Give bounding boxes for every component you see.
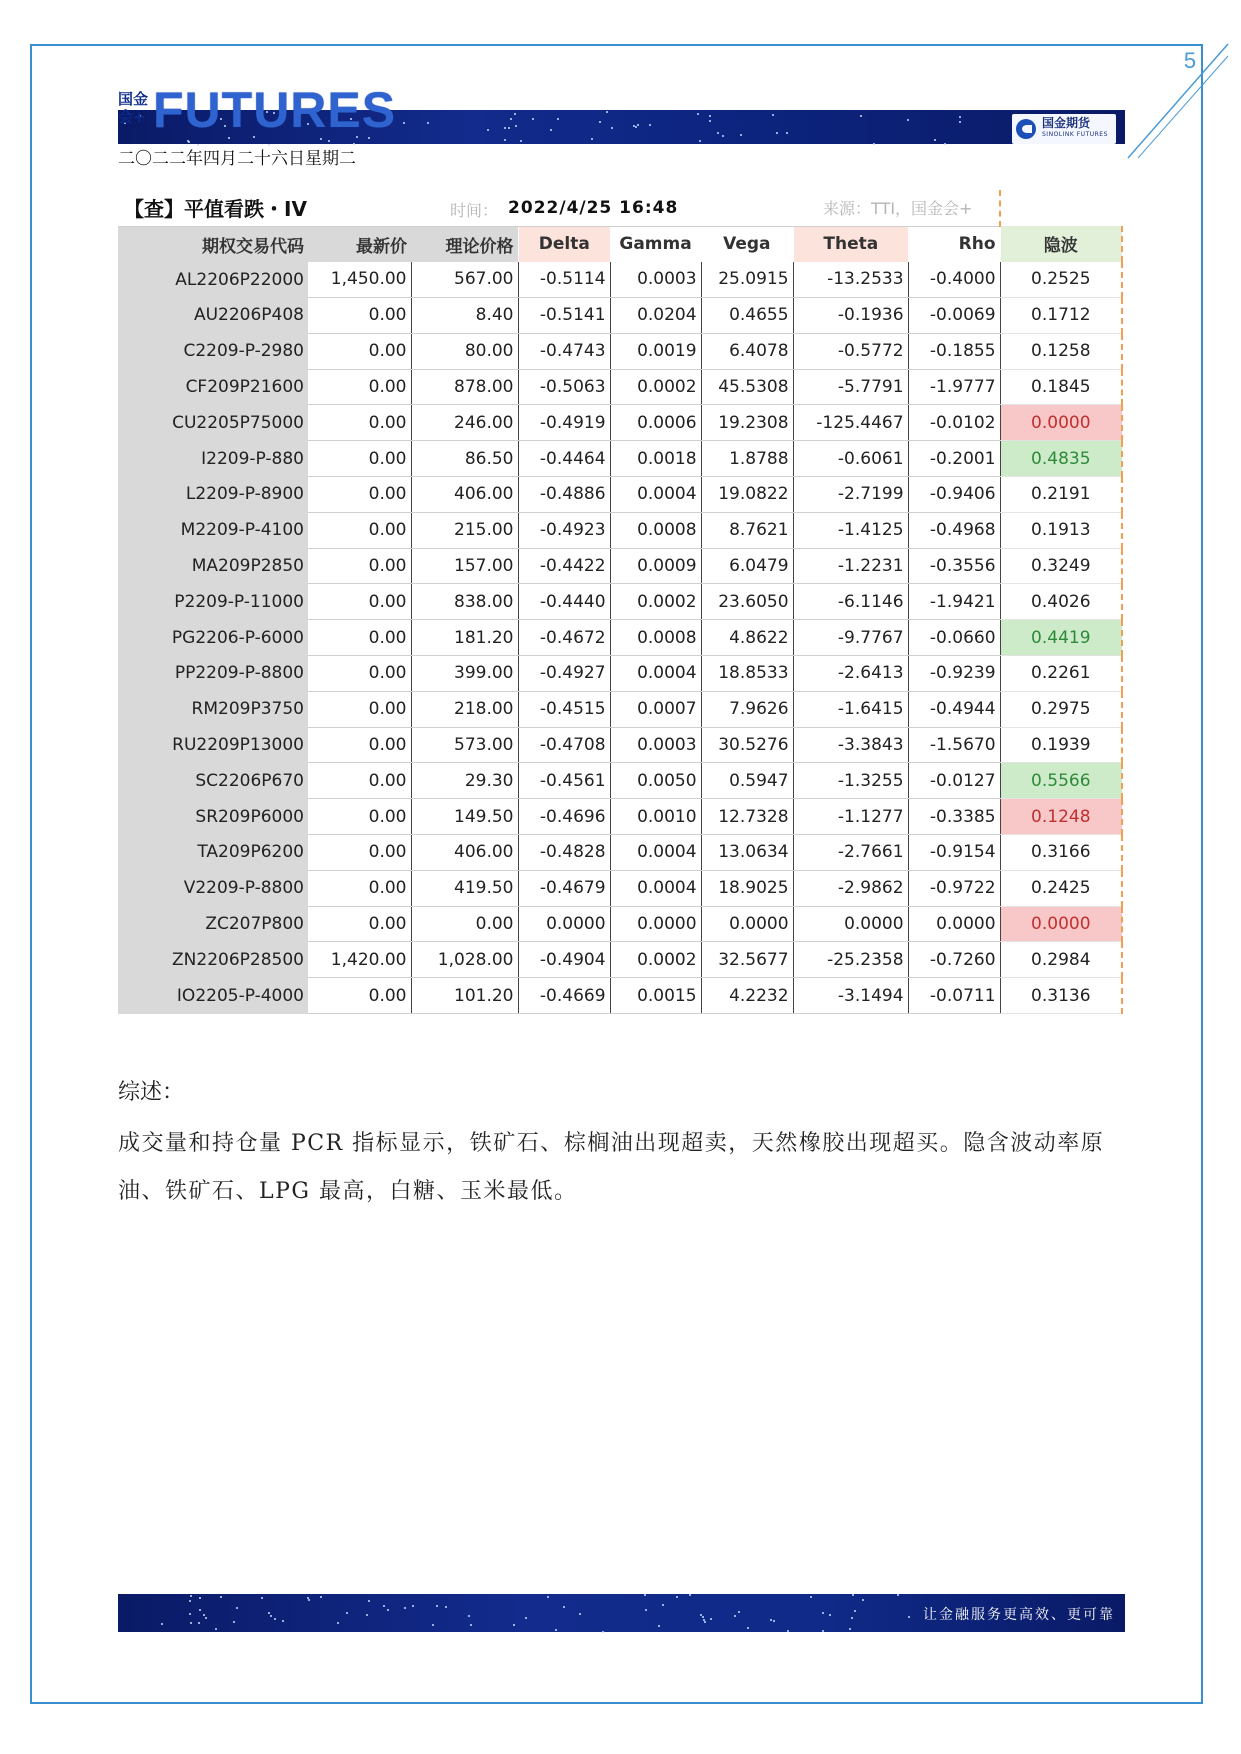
gamma-cell: 0.0002	[610, 369, 701, 405]
time-cell	[450, 190, 793, 226]
col-header-theo: 理论价格	[411, 226, 518, 262]
table-row	[118, 691, 1122, 727]
col-header-delta: Delta	[518, 226, 610, 262]
gamma-cell: 0.0002	[610, 584, 701, 620]
delta-cell: -0.4440	[518, 584, 610, 620]
table-row	[118, 405, 1122, 441]
option-code-cell: RM209P3750	[118, 691, 308, 727]
theta-cell: -5.7791	[793, 369, 908, 405]
delta-cell: -0.4828	[518, 835, 610, 871]
delta-cell: 0.0000	[518, 906, 610, 942]
vega-cell: 32.5677	[701, 942, 793, 978]
iv-table	[118, 190, 1123, 1014]
vega-cell: 18.9025	[701, 870, 793, 906]
theta-cell: -125.4467	[793, 405, 908, 441]
last-cell: 0.00	[308, 870, 411, 906]
theo-cell: 573.00	[411, 727, 518, 763]
option-code-cell: MA209P2850	[118, 548, 308, 584]
table-row	[118, 978, 1122, 1014]
table-row	[118, 584, 1122, 620]
rho-cell: -0.3556	[908, 548, 1000, 584]
table-row	[118, 548, 1122, 584]
theta-cell: -2.7661	[793, 835, 908, 871]
option-code-cell: PG2206-P-6000	[118, 620, 308, 656]
gamma-cell: 0.0004	[610, 656, 701, 692]
summary-text: 成交量和持仓量 PCR 指标显示，铁矿石、棕榈油出现超卖，天然橡胶出现超买。隐含波动率原油、铁矿石、LPG 最高，白糖、玉米最低。	[118, 1131, 1105, 1204]
last-cell: 0.00	[308, 512, 411, 548]
delta-cell: -0.5114	[518, 262, 610, 298]
option-code-cell: CF209P21600	[118, 369, 308, 405]
option-code-cell: C2209-P-2980	[118, 333, 308, 369]
implied-vol-cell: 0.4026	[1000, 584, 1122, 620]
rho-cell: -0.9239	[908, 656, 1000, 692]
theo-cell: 419.50	[411, 870, 518, 906]
rho-cell: -1.5670	[908, 727, 1000, 763]
theta-cell: -6.1146	[793, 584, 908, 620]
option-code-cell: P2209-P-11000	[118, 584, 308, 620]
implied-vol-cell: 0.1845	[1000, 369, 1122, 405]
implied-vol-cell: 0.1913	[1000, 512, 1122, 548]
gamma-cell: 0.0004	[610, 835, 701, 871]
implied-vol-cell: 0.0000	[1000, 405, 1122, 441]
col-header-rho: Rho	[908, 226, 1000, 262]
rho-cell: -0.0127	[908, 763, 1000, 799]
last-cell: 0.00	[308, 298, 411, 334]
rho-cell: -0.4944	[908, 691, 1000, 727]
rho-cell: -0.1855	[908, 333, 1000, 369]
rho-cell: -0.9154	[908, 835, 1000, 871]
logo-futures: FUTURES	[153, 82, 397, 138]
option-code-cell: RU2209P13000	[118, 727, 308, 763]
logo-cn: 国金会+	[118, 90, 149, 126]
gamma-cell: 0.0019	[610, 333, 701, 369]
vega-cell: 12.7328	[701, 799, 793, 835]
vega-cell: 7.9626	[701, 691, 793, 727]
last-cell: 0.00	[308, 727, 411, 763]
theta-cell: -1.2231	[793, 548, 908, 584]
delta-cell: -0.4696	[518, 799, 610, 835]
vega-cell: 45.5308	[701, 369, 793, 405]
delta-cell: -0.4886	[518, 477, 610, 513]
last-cell: 0.00	[308, 656, 411, 692]
implied-vol-cell: 0.2975	[1000, 691, 1122, 727]
option-code-cell: M2209-P-4100	[118, 512, 308, 548]
table-row	[118, 763, 1122, 799]
option-code-cell: L2209-P-8900	[118, 477, 308, 513]
implied-vol-cell: 0.4419	[1000, 620, 1122, 656]
delta-cell: -0.4561	[518, 763, 610, 799]
theo-cell: 181.20	[411, 620, 518, 656]
iv-table-container	[118, 190, 1122, 1014]
gamma-cell: 0.0008	[610, 512, 701, 548]
gamma-cell: 0.0003	[610, 262, 701, 298]
option-code-cell: ZC207P800	[118, 906, 308, 942]
last-cell: 0.00	[308, 763, 411, 799]
col-header-theta: Theta	[793, 226, 908, 262]
vega-cell: 30.5276	[701, 727, 793, 763]
col-header-vega: Vega	[701, 226, 793, 262]
rho-cell: -0.0102	[908, 405, 1000, 441]
theo-cell: 101.20	[411, 978, 518, 1014]
gamma-cell: 0.0007	[610, 691, 701, 727]
implied-vol-cell: 0.3136	[1000, 978, 1122, 1014]
table-row	[118, 512, 1122, 548]
implied-vol-cell: 0.0000	[1000, 906, 1122, 942]
implied-vol-cell: 0.3166	[1000, 835, 1122, 871]
vega-cell: 6.0479	[701, 548, 793, 584]
last-cell: 1,420.00	[308, 942, 411, 978]
vega-cell: 19.2308	[701, 405, 793, 441]
rho-cell: -0.4000	[908, 262, 1000, 298]
theta-cell: -0.6061	[793, 441, 908, 477]
report-date: 二〇二二年四月二十六日星期二	[118, 149, 356, 169]
delta-cell: -0.4743	[518, 333, 610, 369]
table-row	[118, 656, 1122, 692]
delta-cell: -0.4904	[518, 942, 610, 978]
col-header-gamma: Gamma	[610, 226, 701, 262]
theo-cell: 157.00	[411, 548, 518, 584]
rho-cell: -0.4968	[908, 512, 1000, 548]
theta-cell: -2.6413	[793, 656, 908, 692]
table-row	[118, 906, 1122, 942]
last-cell: 0.00	[308, 835, 411, 871]
table-row	[118, 262, 1122, 298]
theo-cell: 86.50	[411, 441, 518, 477]
table-row	[118, 477, 1122, 513]
theo-cell: 80.00	[411, 333, 518, 369]
gamma-cell: 0.0002	[610, 942, 701, 978]
option-code-cell: AL2206P22000	[118, 262, 308, 298]
last-cell: 0.00	[308, 584, 411, 620]
vega-cell: 0.0000	[701, 906, 793, 942]
page-number: 5	[1183, 48, 1197, 73]
last-cell: 0.00	[308, 906, 411, 942]
last-cell: 0.00	[308, 333, 411, 369]
option-code-cell: TA209P6200	[118, 835, 308, 871]
gamma-cell: 0.0008	[610, 620, 701, 656]
theta-cell: -3.1494	[793, 978, 908, 1014]
last-cell: 0.00	[308, 548, 411, 584]
theo-cell: 218.00	[411, 691, 518, 727]
theta-cell: -9.7767	[793, 620, 908, 656]
footer-banner	[118, 1594, 1125, 1632]
vega-cell: 19.0822	[701, 477, 793, 513]
rho-cell: -1.9421	[908, 584, 1000, 620]
last-cell: 0.00	[308, 405, 411, 441]
rho-cell: -0.0711	[908, 978, 1000, 1014]
theo-cell: 29.30	[411, 763, 518, 799]
theta-cell: -25.2358	[793, 942, 908, 978]
table-row	[118, 942, 1122, 978]
source-label: 来源：TTI，国金会+	[793, 190, 1000, 226]
brand-name-en: SINOLINK FUTURES	[1042, 131, 1108, 138]
last-cell: 1,450.00	[308, 262, 411, 298]
option-code-cell: PP2209-P-8800	[118, 656, 308, 692]
rho-cell: -0.9722	[908, 870, 1000, 906]
implied-vol-cell: 0.5566	[1000, 763, 1122, 799]
brand-logo	[1012, 114, 1116, 144]
option-code-cell: V2209-P-8800	[118, 870, 308, 906]
summary-section	[118, 1075, 1128, 1216]
delta-cell: -0.5141	[518, 298, 610, 334]
last-cell: 0.00	[308, 620, 411, 656]
option-code-cell: SC2206P670	[118, 763, 308, 799]
delta-cell: -0.4708	[518, 727, 610, 763]
implied-vol-cell: 0.2191	[1000, 477, 1122, 513]
implied-vol-cell: 0.3249	[1000, 548, 1122, 584]
vega-cell: 8.7621	[701, 512, 793, 548]
gamma-cell: 0.0050	[610, 763, 701, 799]
gamma-cell: 0.0003	[610, 727, 701, 763]
delta-cell: -0.4669	[518, 978, 610, 1014]
gamma-cell: 0.0015	[610, 978, 701, 1014]
delta-cell: -0.4919	[518, 405, 610, 441]
gamma-cell: 0.0000	[610, 906, 701, 942]
implied-vol-cell: 0.1939	[1000, 727, 1122, 763]
last-cell: 0.00	[308, 978, 411, 1014]
option-code-cell: ZN2206P28500	[118, 942, 308, 978]
theta-cell: -0.1936	[793, 298, 908, 334]
theo-cell: 149.50	[411, 799, 518, 835]
gamma-cell: 0.0004	[610, 477, 701, 513]
option-code-cell: AU2206P408	[118, 298, 308, 334]
theo-cell: 406.00	[411, 835, 518, 871]
vega-cell: 23.6050	[701, 584, 793, 620]
gamma-cell: 0.0010	[610, 799, 701, 835]
theta-cell: -1.1277	[793, 799, 908, 835]
time-value: 2022/4/25 16:48	[508, 198, 679, 218]
last-cell: 0.00	[308, 477, 411, 513]
summary-title: 综述：	[118, 1080, 185, 1105]
delta-cell: -0.4422	[518, 548, 610, 584]
option-code-cell: I2209-P-880	[118, 441, 308, 477]
theo-cell: 215.00	[411, 512, 518, 548]
last-cell: 0.00	[308, 691, 411, 727]
col-header-last: 最新价	[308, 226, 411, 262]
theta-cell: -1.4125	[793, 512, 908, 548]
brand-mark-icon	[1016, 119, 1036, 139]
rho-cell: -1.9777	[908, 369, 1000, 405]
table-row	[118, 369, 1122, 405]
theo-cell: 399.00	[411, 656, 518, 692]
gamma-cell: 0.0006	[610, 405, 701, 441]
rho-cell: 0.0000	[908, 906, 1000, 942]
table-body	[118, 262, 1122, 1014]
vega-cell: 0.4655	[701, 298, 793, 334]
table-header-row	[118, 226, 1122, 262]
delta-cell: -0.4672	[518, 620, 610, 656]
last-cell: 0.00	[308, 799, 411, 835]
vega-cell: 4.8622	[701, 620, 793, 656]
implied-vol-cell: 0.4835	[1000, 441, 1122, 477]
vega-cell: 0.5947	[701, 763, 793, 799]
theta-cell: -0.5772	[793, 333, 908, 369]
rho-cell: -0.9406	[908, 477, 1000, 513]
theo-cell: 0.00	[411, 906, 518, 942]
table-row	[118, 298, 1122, 334]
theo-cell: 1,028.00	[411, 942, 518, 978]
rho-cell: -0.0660	[908, 620, 1000, 656]
theta-cell: -3.3843	[793, 727, 908, 763]
table-row	[118, 727, 1122, 763]
table-row	[118, 799, 1122, 835]
theta-cell: -13.2533	[793, 262, 908, 298]
delta-cell: -0.5063	[518, 369, 610, 405]
gamma-cell: 0.0004	[610, 870, 701, 906]
implied-vol-cell: 0.2984	[1000, 942, 1122, 978]
theta-cell: -1.6415	[793, 691, 908, 727]
vega-cell: 4.2232	[701, 978, 793, 1014]
time-label: 时间：	[450, 201, 499, 220]
vega-cell: 6.4078	[701, 333, 793, 369]
implied-vol-cell: 0.1258	[1000, 333, 1122, 369]
theo-cell: 838.00	[411, 584, 518, 620]
gamma-cell: 0.0204	[610, 298, 701, 334]
option-code-cell: SR209P6000	[118, 799, 308, 835]
table-row	[118, 333, 1122, 369]
implied-vol-cell: 0.2525	[1000, 262, 1122, 298]
rho-cell: -0.2001	[908, 441, 1000, 477]
implied-vol-cell: 0.2261	[1000, 656, 1122, 692]
theta-cell: -1.3255	[793, 763, 908, 799]
theo-cell: 8.40	[411, 298, 518, 334]
vega-cell: 25.0915	[701, 262, 793, 298]
delta-cell: -0.4679	[518, 870, 610, 906]
theo-cell: 567.00	[411, 262, 518, 298]
vega-cell: 1.8788	[701, 441, 793, 477]
last-cell: 0.00	[308, 369, 411, 405]
option-code-cell: CU2205P75000	[118, 405, 308, 441]
table-row	[118, 870, 1122, 906]
implied-vol-cell: 0.1248	[1000, 799, 1122, 835]
implied-vol-cell: 0.1712	[1000, 298, 1122, 334]
implied-vol-cell: 0.2425	[1000, 870, 1122, 906]
rho-cell: -0.0069	[908, 298, 1000, 334]
theta-cell: -2.7199	[793, 477, 908, 513]
table-title: 【查】平值看跌・IV	[118, 190, 610, 226]
delta-cell: -0.4464	[518, 441, 610, 477]
vega-cell: 13.0634	[701, 835, 793, 871]
rho-cell: -0.3385	[908, 799, 1000, 835]
table-row	[118, 441, 1122, 477]
gamma-cell: 0.0009	[610, 548, 701, 584]
theo-cell: 878.00	[411, 369, 518, 405]
last-cell: 0.00	[308, 441, 411, 477]
footer-slogan: 让金融服务更高效、更可靠	[923, 1607, 1115, 1623]
brand-name-cn: 国金期货	[1042, 116, 1091, 130]
col-header-code: 期权交易代码	[118, 226, 308, 262]
vega-cell: 18.8533	[701, 656, 793, 692]
rho-cell: -0.7260	[908, 942, 1000, 978]
table-row	[118, 620, 1122, 656]
delta-cell: -0.4515	[518, 691, 610, 727]
theo-cell: 246.00	[411, 405, 518, 441]
theta-cell: 0.0000	[793, 906, 908, 942]
col-header-iv: 隐波	[1000, 226, 1122, 262]
delta-cell: -0.4927	[518, 656, 610, 692]
theo-cell: 406.00	[411, 477, 518, 513]
option-code-cell: IO2205-P-4000	[118, 978, 308, 1014]
theta-cell: -2.9862	[793, 870, 908, 906]
gamma-cell: 0.0018	[610, 441, 701, 477]
delta-cell: -0.4923	[518, 512, 610, 548]
table-row	[118, 835, 1122, 871]
